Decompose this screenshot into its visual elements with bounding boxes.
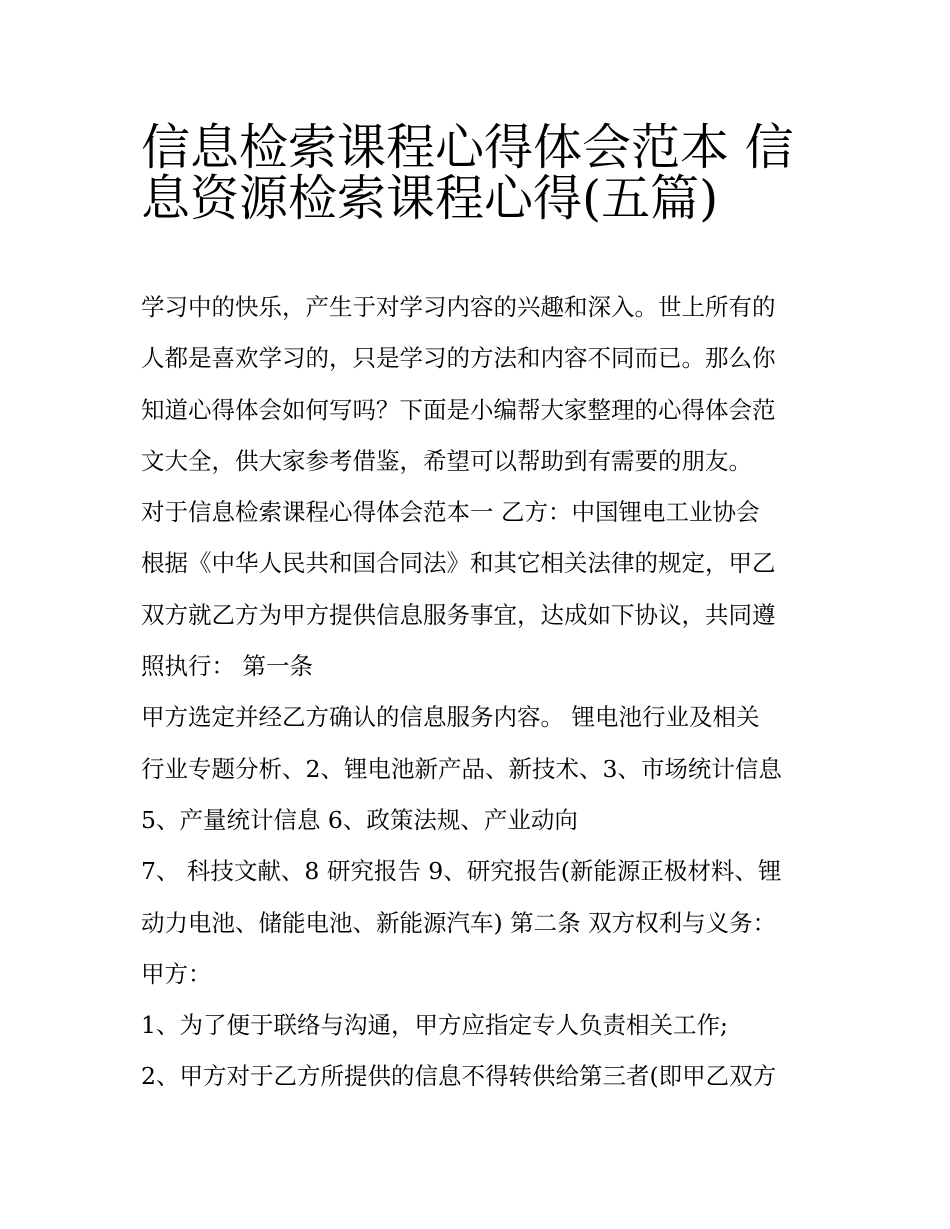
body-line: 1、为了便于联络与沟通，甲方应指定专人负责相关工作; xyxy=(141,1011,728,1040)
document-body xyxy=(141,282,821,1103)
body-line: 学习中的快乐，产生于对学习内容的兴趣和深入。世上所有的 xyxy=(141,293,776,321)
body-line: 行业专题分析、2、锂电池新产品、新技术、3、市场统计信息 xyxy=(141,754,782,783)
body-line: 人都是喜欢学习的，只是学习的方法和内容不同而已。那么你 xyxy=(141,344,776,373)
body-line: 动力电池、储能电池、新能源汽车) 第二条 双方权利与义务： xyxy=(141,908,777,937)
body-line: 文大全，供大家参考借鉴，希望可以帮助到有需要的朋友。 xyxy=(141,446,752,475)
body-line: 甲方： xyxy=(141,959,212,988)
body-line: 知道心得体会如何写吗？下面是小编帮大家整理的心得体会范 xyxy=(141,395,776,424)
body-line: 根据《中华人民共和国合同法》和其它相关法律的规定，甲乙 xyxy=(141,549,776,578)
title-line: 息资源检索课程心得(五篇) xyxy=(141,170,719,228)
document-title xyxy=(141,112,821,228)
body-line: 双方就乙方为甲方提供信息服务事宜，达成如下协议，共同遵 xyxy=(141,600,776,629)
body-line: 2、甲方对于乙方所提供的信息不得转供给第三者(即甲乙双方 xyxy=(141,1062,777,1091)
body-line: 照执行： 第一条 xyxy=(141,652,313,681)
body-line: 7、 科技文献、8 研究报告 9、研究报告(新能源正极材料、锂 xyxy=(141,857,782,886)
body-line: 甲方选定并经乙方确认的信息服务内容。 锂电池行业及相关 xyxy=(141,703,760,732)
body-line: 5、产量统计信息 6、政策法规、产业动向 xyxy=(141,805,578,834)
body-line: 对于信息检索课程心得体会范本一 乙方：中国锂电工业协会 xyxy=(141,498,760,527)
title-line: 信息检索课程心得体会范本 信 xyxy=(141,119,794,176)
